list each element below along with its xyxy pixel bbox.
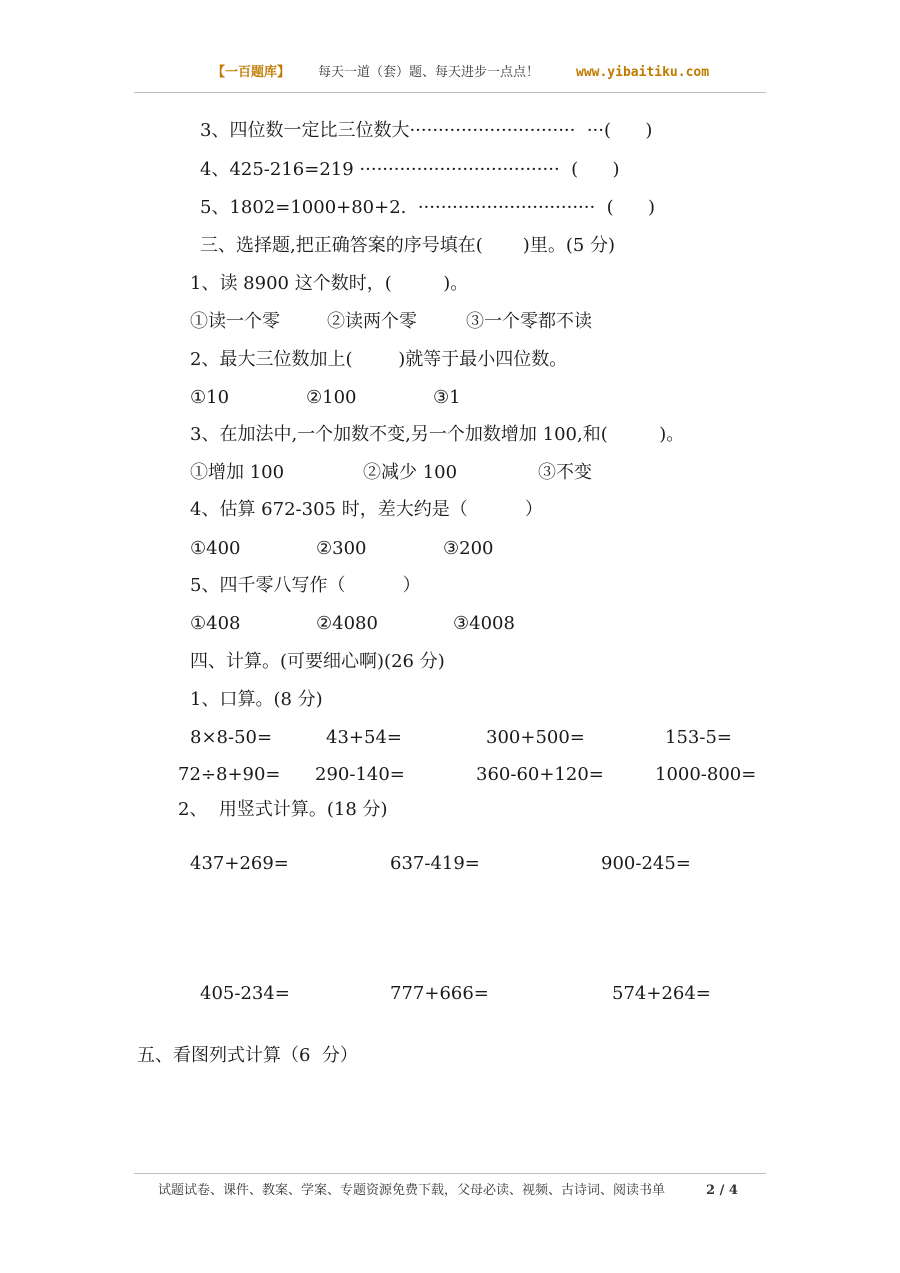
footer-rule [134, 1173, 766, 1174]
choice-q5-option-3: ③4008 [453, 613, 515, 634]
choice-q3-option-1: ①增加 100 [190, 462, 285, 483]
choice-question-1: 1、读 8900 这个数时，( )。 [190, 273, 469, 294]
oral-calc-item: 72÷8+90= [178, 764, 281, 785]
choice-question-4: 4、估算 672-305 时，差大约是（ ） [190, 499, 543, 520]
page-number: 2 / 4 [706, 1183, 738, 1198]
choice-q5-option-1: ①408 [190, 613, 241, 634]
judge-question-4: 4、425-216=219 ··································· ( ) [200, 159, 620, 180]
choice-question-3: 3、在加法中,一个加数不变,另一个加数增加 100,和( )。 [190, 424, 685, 445]
choice-q2-option-3: ③1 [433, 387, 461, 408]
vertical-calc-item: 900-245= [601, 853, 691, 874]
choice-q1-option-1: ①读一个零 [190, 311, 280, 332]
site-url-link[interactable]: www.yibaitiku.com [576, 65, 710, 80]
site-slogan: 每天一道（套）题、每天进步一点点！ [318, 65, 540, 80]
choice-q2-option-2: ②100 [306, 387, 357, 408]
choice-question-5: 5、四千零八写作（ ） [190, 575, 421, 596]
section-4-title: 四、计算。(可要细心啊)(26 分) [190, 651, 445, 672]
vertical-calc-title: 2、 用竖式计算。(18 分) [178, 799, 388, 820]
header-rule [134, 92, 766, 93]
judge-question-5: 5、1802=1000+80+2. ······························· ( ) [200, 197, 656, 218]
judge-question-3: 3、四位数一定比三位数大····························· ···( ) [200, 120, 653, 141]
oral-calc-item: 1000-800= [655, 764, 757, 785]
oral-calc-item: 300+500= [486, 727, 585, 748]
choice-q4-option-1: ①400 [190, 538, 241, 559]
section-5-title: 五、看图列式计算（6 分） [137, 1045, 358, 1066]
oral-calc-item: 8×8-50= [190, 727, 273, 748]
choice-q4-option-3: ③200 [443, 538, 494, 559]
footer-text: 试题试卷、课件、教案、学案、专题资源免费下载，父母必读、视频、古诗词、阅读书单 [158, 1183, 666, 1198]
vertical-calc-item: 437+269= [190, 853, 289, 874]
choice-q1-option-3: ③一个零都不读 [466, 311, 592, 332]
section-3-title: 三、选择题,把正确答案的序号填在( )里。(5 分) [200, 235, 616, 256]
oral-calc-item: 43+54= [326, 727, 402, 748]
choice-q3-option-3: ③不变 [538, 462, 592, 483]
choice-q2-option-1: ①10 [190, 387, 230, 408]
vertical-calc-item: 405-234= [200, 983, 290, 1004]
choice-q5-option-2: ②4080 [316, 613, 378, 634]
site-brand: 【一百题库】 [212, 65, 291, 80]
oral-calc-item: 290-140= [315, 764, 405, 785]
oral-calc-item: 153-5= [665, 727, 732, 748]
choice-q4-option-2: ②300 [316, 538, 367, 559]
vertical-calc-item: 574+264= [612, 983, 711, 1004]
oral-calc-item: 360-60+120= [476, 764, 604, 785]
choice-question-2: 2、最大三位数加上( )就等于最小四位数。 [190, 349, 568, 370]
oral-calc-title: 1、口算。(8 分) [190, 689, 323, 710]
vertical-calc-item: 777+666= [390, 983, 489, 1004]
choice-q1-option-2: ②读两个零 [327, 311, 417, 332]
choice-q3-option-2: ②减少 100 [363, 462, 458, 483]
vertical-calc-item: 637-419= [390, 853, 480, 874]
